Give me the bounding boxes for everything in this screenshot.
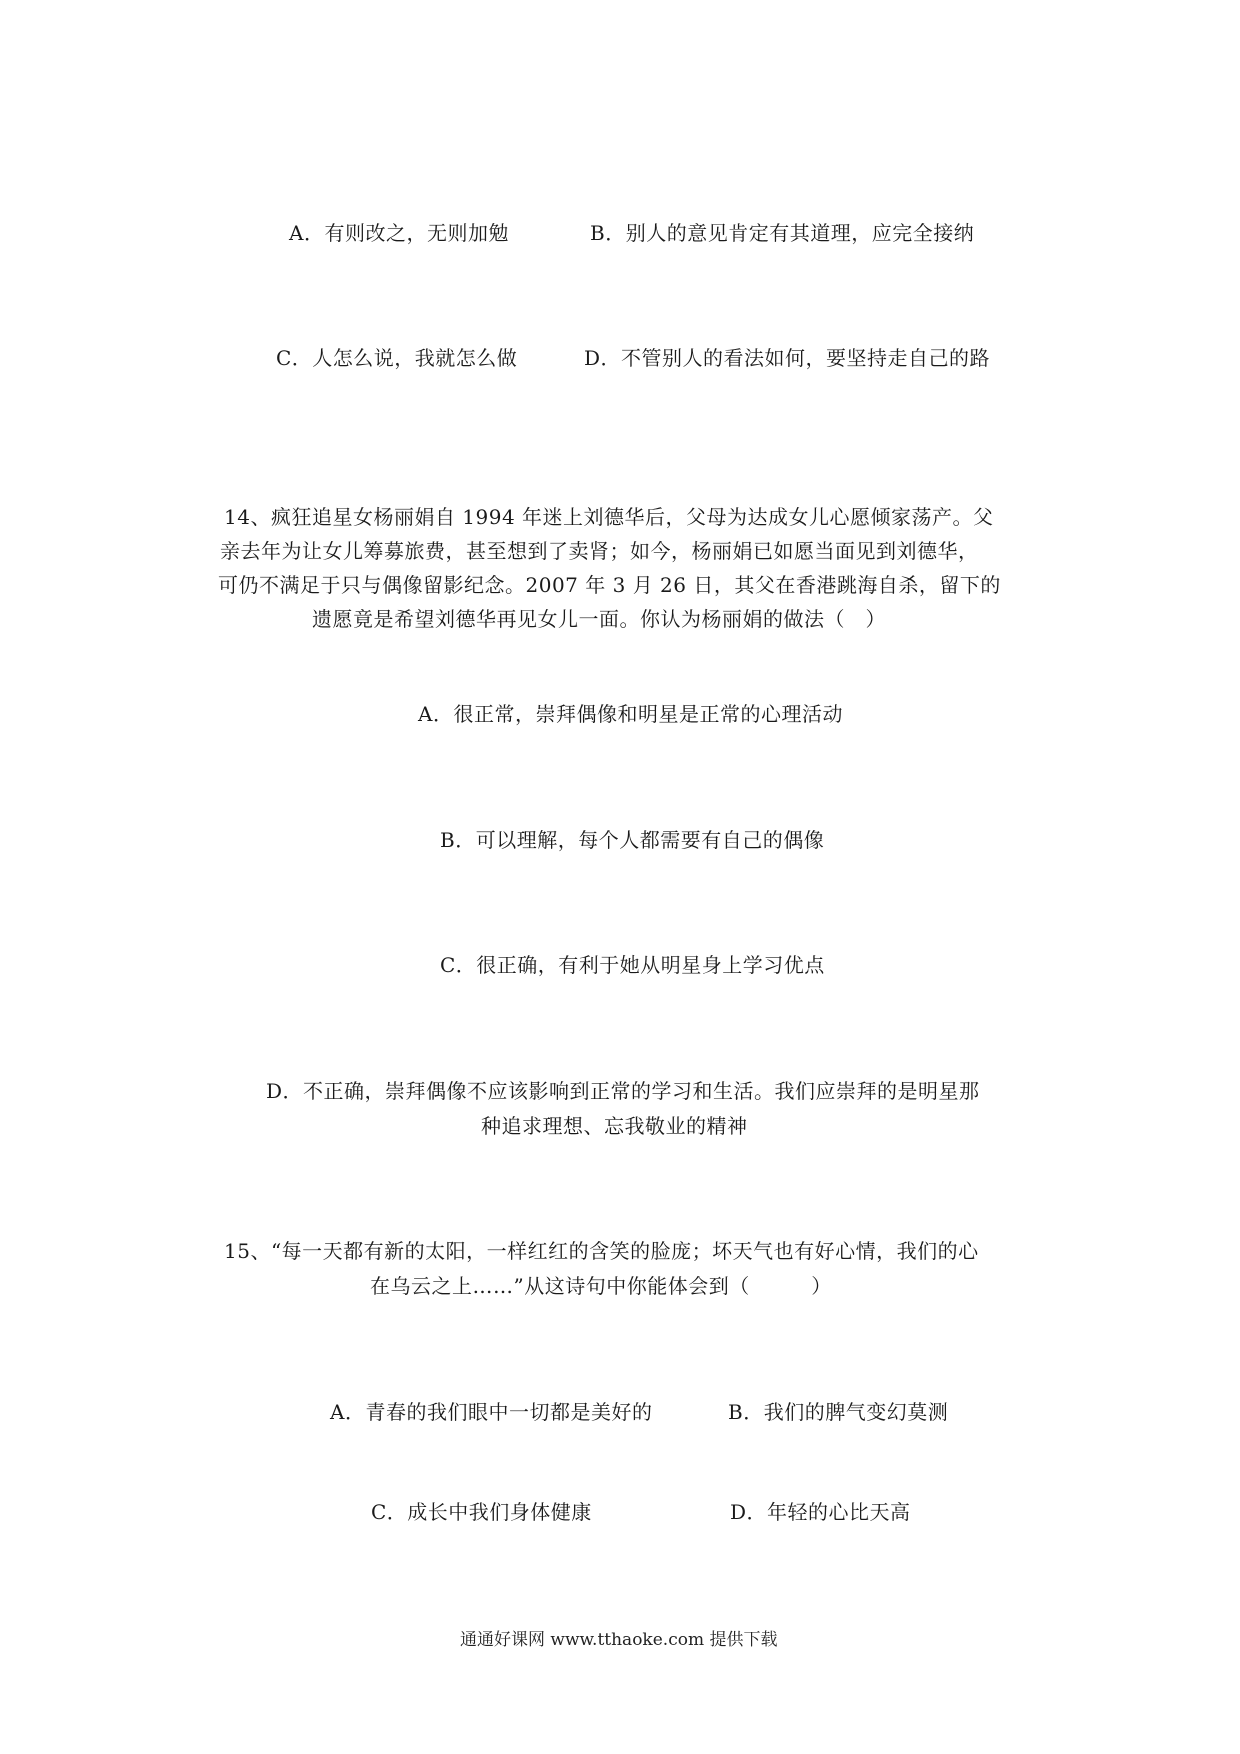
- q14-stem-line-1: 14、疯狂追星女杨丽娟自 1994 年迷上刘德华后，父母为达成女儿心愿倾家荡产。父: [224, 505, 994, 529]
- q15-option-d: D．年轻的心比天高: [730, 1500, 911, 1524]
- q13-option-b: B．别人的意见肯定有其道理，应完全接纳: [590, 221, 975, 245]
- q15-option-c: C．成长中我们身体健康: [371, 1500, 592, 1524]
- q15-option-b: B．我们的脾气变幻莫测: [728, 1400, 949, 1424]
- q14-option-b: B．可以理解，每个人都需要有自己的偶像: [440, 828, 825, 852]
- q14-stem-row-4: 遗愿竟是希望刘德华再见女儿一面。你认为杨丽娟的做法（ ）: [312, 607, 886, 631]
- q13-option-d: D．不管别人的看法如何，要坚持走自己的路: [584, 346, 991, 370]
- q13-option-a: A．有则改之，无则加勉: [289, 221, 509, 245]
- q14-stem-row-3b: 可仍不满足于只与偶像留影纪念。2007 年 3 月 26 日，其父在香港跳海自杀，留下的: [218, 573, 1001, 597]
- page-footer: 通通好课网 www.tthaoke.com 提供下载: [460, 1630, 778, 1650]
- q14-stem-line-2: 亲去年为让女儿筹募旅费，甚至想到了卖肾；如今，杨丽娟已如愿当面见到刘德华，: [220, 539, 979, 563]
- q15-stem-line-1: 15、“每一天都有新的太阳，一样红红的含笑的脸庞；坏天气也有好心情，我们的心: [224, 1239, 979, 1263]
- q15-stem-line-2: 在乌云之上……”从这诗句中你能体会到（ ）: [370, 1274, 832, 1298]
- q14-option-a: A．很正常，崇拜偶像和明星是正常的心理活动: [418, 702, 843, 726]
- q14-option-c: C．很正确，有利于她从明星身上学习优点: [440, 953, 825, 977]
- q15-option-a: A．青春的我们眼中一切都是美好的: [330, 1400, 653, 1424]
- q14-option-d-line-1: D．不正确，崇拜偶像不应该影响到正常的学习和生活。我们应崇拜的是明星那: [266, 1079, 980, 1103]
- q14-option-d-line-2: 种追求理想、忘我敬业的精神: [481, 1114, 748, 1138]
- q13-option-c: C．人怎么说，我就怎么做: [276, 346, 518, 370]
